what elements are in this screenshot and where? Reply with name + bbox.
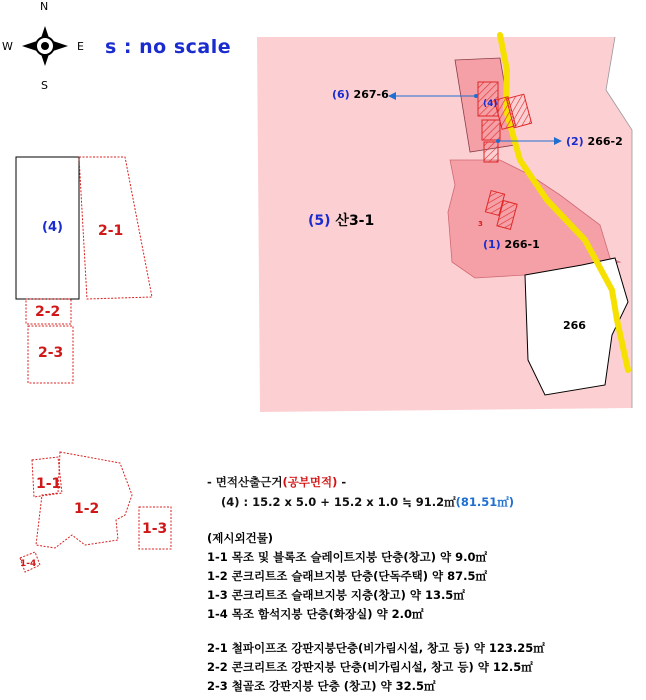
compass-n-label: N bbox=[40, 0, 49, 13]
sketch-label-2-3: 2-3 bbox=[38, 345, 64, 361]
legend-heading-suffix: - bbox=[337, 475, 347, 489]
compass-s-label: S bbox=[41, 79, 48, 92]
legend-item-1-4: 1-4 목조 함석지붕 단층(화장실) 약 2.0㎡ bbox=[207, 607, 424, 621]
label-san3-1-num: (5) bbox=[308, 213, 331, 229]
legend-item-2-2: 2-2 콘크리트조 강판지붕 단층(비가림시설, 창고 등) 약 12.5㎡ bbox=[207, 660, 533, 674]
label-266-1-text: 266-1 bbox=[500, 238, 540, 251]
label-266-2-num: (2) bbox=[566, 135, 584, 148]
label-san3-1-text: 산3-1 bbox=[330, 213, 375, 229]
label-266-1-num: (1) bbox=[483, 238, 501, 251]
label-san3-1 bbox=[308, 210, 374, 230]
legend-heading bbox=[207, 477, 346, 489]
label-4-small: (4) bbox=[483, 99, 498, 109]
label-267-6-num: (6) bbox=[332, 88, 350, 101]
label-267-6-text: 267-6 bbox=[349, 88, 389, 101]
sketch-label-1-3: 1-3 bbox=[142, 521, 168, 537]
sketch-label-1-2: 1-2 bbox=[74, 501, 100, 517]
sketch-label-4: (4) bbox=[42, 220, 63, 235]
compass-rose-icon bbox=[22, 26, 68, 66]
legend-section-title: (제시외건물) bbox=[207, 531, 274, 545]
legend-item-2-1: 2-1 철파이프조 강판지붕단층(비가림시설, 창고 등) 약 123.25㎡ bbox=[207, 641, 545, 655]
sketch-label-2-1: 2-1 bbox=[98, 223, 124, 239]
sketch-label-1-4: 1-4 bbox=[20, 559, 37, 569]
label-266-2-text: 266-2 bbox=[583, 135, 623, 148]
sketch-label-1-1: 1-1 bbox=[36, 476, 62, 492]
label-266: 266 bbox=[563, 319, 586, 332]
legend-item-1-1: 1-1 목조 및 블록조 슬레이트지붕 단층(창고) 약 9.0㎡ bbox=[207, 550, 488, 564]
legend-formula bbox=[221, 497, 514, 509]
legend-item-1-3: 1-3 콘크리트조 슬래브지붕 지층(창고) 약 13.5㎡ bbox=[207, 588, 465, 602]
legend-formula-paren: (81.51㎡) bbox=[455, 495, 515, 509]
label-266-2 bbox=[566, 135, 623, 148]
legend-heading-paren: (공부면적) bbox=[282, 475, 338, 489]
label-small-marker: 3 bbox=[478, 220, 483, 228]
scale-note: s : no scale bbox=[105, 36, 232, 58]
compass-w-label: W bbox=[2, 40, 13, 53]
label-266-1 bbox=[483, 238, 540, 251]
legend-formula-text: (4) : 15.2 x 5.0 + 15.2 x 1.0 ≒ 91.2㎡ bbox=[221, 495, 456, 509]
legend-item-2-3: 2-3 철골조 강판지붕 단층 (창고) 약 32.5㎡ bbox=[207, 679, 436, 693]
label-267-6 bbox=[332, 88, 389, 101]
compass-e-label: E bbox=[77, 40, 84, 53]
sketch-box-1-2 bbox=[36, 452, 132, 548]
legend-heading-prefix: - 면적산출근거 bbox=[207, 475, 283, 489]
sketch-label-2-2: 2-2 bbox=[35, 304, 61, 320]
legend-item-1-2: 1-2 콘크리트조 슬래브지붕 단층(단독주택) 약 87.5㎡ bbox=[207, 569, 488, 583]
